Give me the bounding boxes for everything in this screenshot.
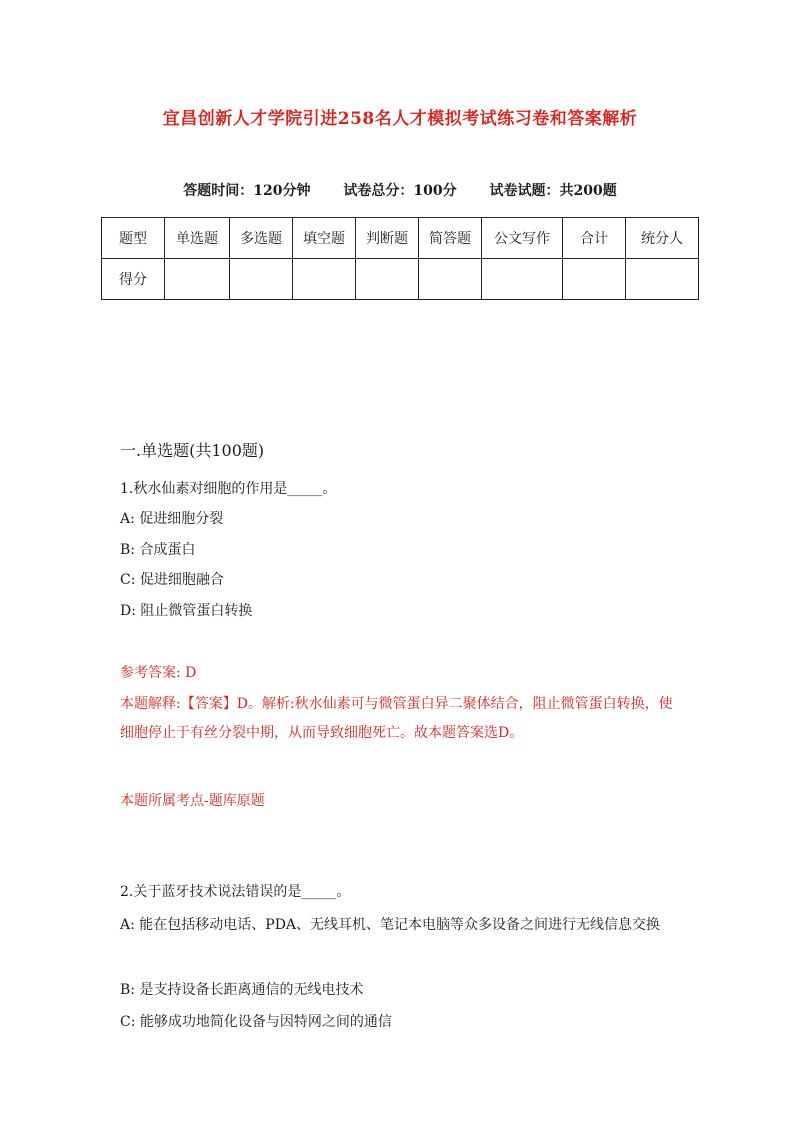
score-cell[interactable]	[482, 259, 563, 300]
header-cell: 公文写作	[482, 218, 563, 259]
score-table-score-row	[102, 259, 699, 300]
score-cell[interactable]	[419, 259, 482, 300]
header-cell: 多选题	[230, 218, 293, 259]
question-source: 本题所属考点-题库原题	[120, 793, 265, 809]
exam-time: 答题时间：120分钟	[183, 183, 311, 199]
document-title: 宜昌创新人才学院引进258名人才模拟考试练习卷和答案解析	[162, 109, 638, 129]
row-label-cell: 得分	[102, 259, 165, 300]
option-c: C: 能够成功地简化设备与因特网之间的通信	[120, 1014, 392, 1030]
score-cell[interactable]	[230, 259, 293, 300]
score-cell[interactable]	[356, 259, 419, 300]
header-cell: 合计	[563, 218, 626, 259]
option-a: A: 能在包括移动电话、PDA、无线耳机、笔记本电脑等众多设备之间进行无线信息交换	[120, 917, 661, 933]
header-cell: 统分人	[626, 218, 699, 259]
reference-answer: 参考答案: D	[120, 665, 197, 681]
score-cell[interactable]	[626, 259, 699, 300]
option-c: C: 促进细胞融合	[120, 572, 224, 588]
option-b: B: 合成蛋白	[120, 542, 196, 558]
option-a: A: 促进细胞分裂	[120, 511, 224, 527]
header-cell: 填空题	[293, 218, 356, 259]
option-d: D: 阻止微管蛋白转换	[120, 603, 253, 619]
score-cell[interactable]	[293, 259, 356, 300]
score-cell[interactable]	[563, 259, 626, 300]
question-stem: 2.关于蓝牙技术说法错误的是_____。	[120, 884, 351, 900]
header-cell: 单选题	[165, 218, 230, 259]
score-table	[101, 217, 699, 300]
question-stem: 1.秋水仙素对细胞的作用是_____。	[120, 481, 337, 497]
header-cell: 判断题	[356, 218, 419, 259]
exam-info	[0, 180, 800, 200]
score-cell[interactable]	[165, 259, 230, 300]
header-cell: 题型	[102, 218, 165, 259]
option-b: B: 是支持设备长距离通信的无线电技术	[120, 982, 364, 998]
section-title: 一.单选题(共100题)	[120, 441, 265, 460]
exam-question-count: 试卷试题：共200题	[489, 183, 617, 199]
score-table-header-row	[102, 218, 699, 259]
exam-total-score: 试卷总分：100分	[343, 183, 457, 199]
answer-explanation: 本题解释:【答案】D。解析:秋水仙素可与微管蛋白异二聚体结合，阻止微管蛋白转换，使细胞停止于有丝分裂中期，从而导致细胞死亡。故本题答案选D。	[120, 696, 673, 741]
header-cell: 简答题	[419, 218, 482, 259]
